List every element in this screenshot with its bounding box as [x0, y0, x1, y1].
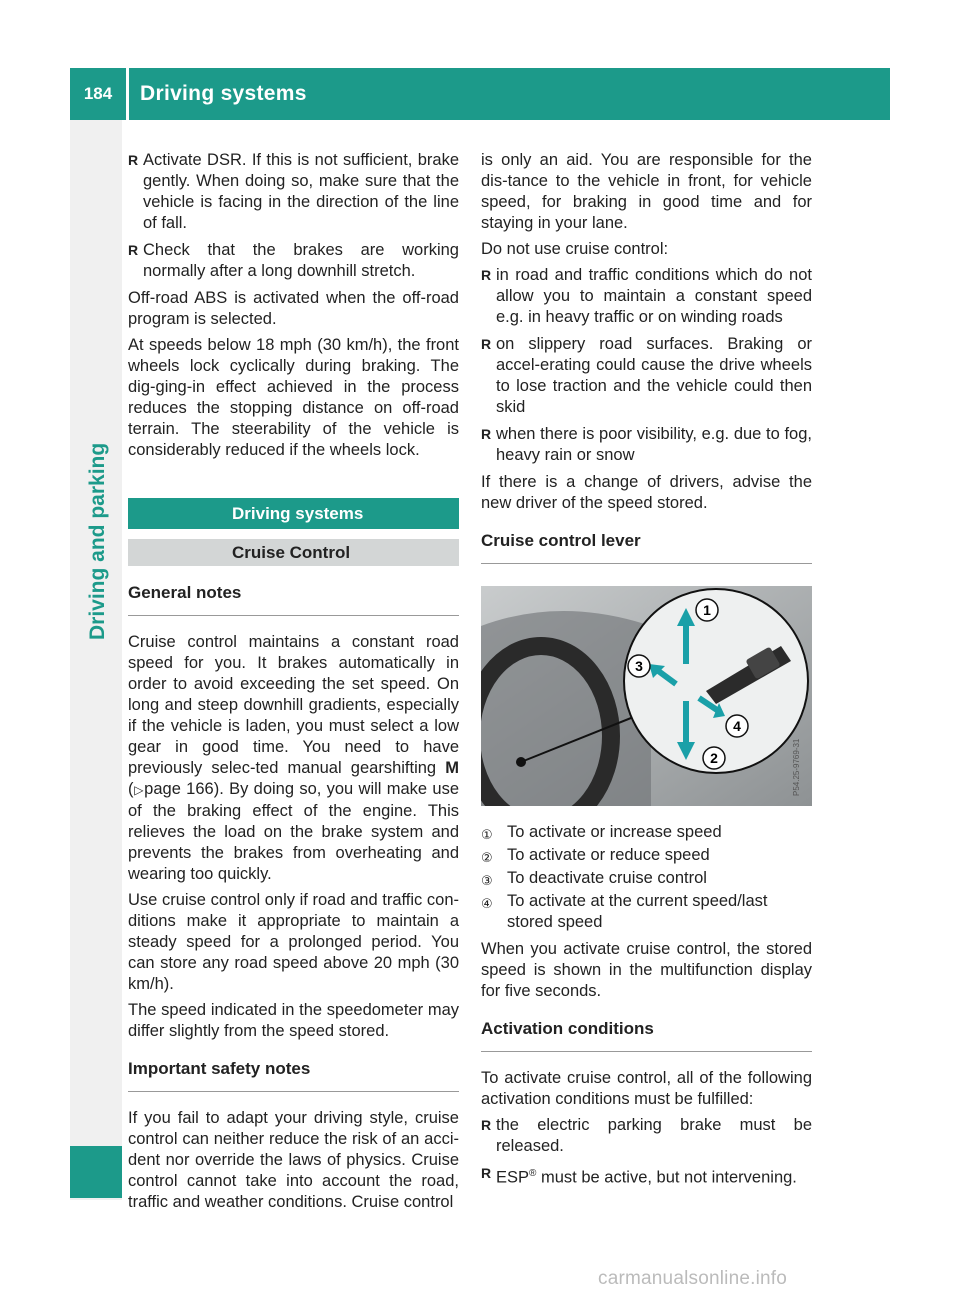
page-number: 184 [83, 84, 113, 103]
cruise-control-lever-figure [481, 586, 812, 806]
speedometer-paragraph: The speed indicated in the speedometer may differ slightly from the speed stored. [128, 1001, 459, 1040]
general-text: Cruise control maintains a constant road speed for you. It brakes automatically in order to avoid exceeding the set speed. On long and steep downhill gradients, especially if the vehicle is laden, you must select a low gear in good time. You need to have previously selec-ted manual gearshifting [128, 633, 459, 777]
page-ref-open: ( [128, 780, 134, 798]
list-item: R Activate DSR. If this is not sufficient, brake gently. When doing so, make sure that the vehicle is facing in the direction of the line of fall. [128, 150, 459, 234]
left-column [128, 150, 459, 1218]
dsr-bullet-list [128, 150, 459, 282]
list-item [481, 845, 812, 866]
esp-text: must be active, but not intervening. [536, 1168, 797, 1187]
callout-4-label: 4 [733, 718, 741, 734]
callout-1 [696, 599, 718, 621]
page-ref-arrow-icon: ▷ [133, 783, 145, 797]
list-item: R when there is poor visibility, e.g. due to fog, heavy rain or snow [481, 424, 812, 466]
gear-m-label: M [445, 759, 459, 777]
side-tab-marker [70, 1146, 122, 1198]
page-ref-link[interactable]: page 166). By doing so, you will make use of the braking effect of the engine. This relieves the load on the brake system and prevents the brakes from overheating and wearing too quickly. [128, 780, 460, 883]
side-tab-label: Driving and parking [86, 442, 109, 640]
callout-1-label: 1 [703, 602, 711, 618]
legend-number: ① [481, 827, 493, 842]
legend-text: To activate or reduce speed [507, 846, 710, 864]
header-divider [126, 68, 129, 120]
paragraph-wheel-lock: At speeds below 18 mph (30 km/h), the front wheels lock cyclically during braking. The dig-ging-in effect achieved in the process reduces the stopping distance on off-road terrain. The steerability of the vehicle is considerably reduced if the wheels lock. [128, 336, 459, 459]
right-column [481, 150, 812, 1195]
activation-list [481, 1115, 812, 1189]
side-tab-bar [70, 120, 122, 1200]
section-heading: Driving systems [128, 498, 459, 529]
safety-notes-heading: Important safety notes [128, 1058, 459, 1092]
watermark: carmanualsonline.info [598, 1268, 788, 1289]
activation-heading: Activation conditions [481, 1018, 812, 1052]
legend-text: To activate at the current speed/last stored speed [507, 892, 768, 931]
page-title: Driving systems [140, 82, 307, 105]
do-not-use-list [481, 265, 812, 466]
list-item [481, 868, 812, 889]
list-item: R on slippery road surfaces. Braking or accel-erating could cause the drive wheels to lose traction and the vehicle could then skid [481, 334, 812, 418]
figure-code: P54.25-9769-31 [792, 738, 801, 796]
list-item [481, 891, 812, 933]
general-notes-heading: General notes [128, 582, 459, 616]
responsibility-paragraph: is only an aid. You are responsible for the dis-tance to the vehicle in front, for vehicle speed, for braking in good time and for staying in your lane. [481, 151, 812, 232]
legend-text: To deactivate cruise control [507, 869, 707, 887]
lever-heading: Cruise control lever [481, 530, 812, 564]
legend-number: ② [481, 850, 493, 865]
lever-legend [481, 822, 812, 933]
list-item: R in road and traffic conditions which do not allow you to maintain a constant speed e.g. in heavy traffic or on winding roads [481, 265, 812, 328]
subsection-heading: Cruise Control [128, 539, 459, 566]
callout-2 [703, 747, 725, 769]
legend-text: To activate or increase speed [507, 823, 722, 841]
safety-paragraph: If you fail to adapt your driving style, cruise control can neither reduce the risk of an acci-dent nor override the laws of physics. Cruise control cannot take into account the road, traffic and weather conditions. Cruise control [128, 1109, 459, 1211]
do-not-use-intro: Do not use cruise control: [481, 240, 669, 258]
list-item [481, 1163, 812, 1189]
legend-number: ④ [481, 896, 493, 911]
general-notes-paragraph [128, 632, 459, 885]
list-item: R Check that the brakes are working normally after a long downhill stretch. [128, 240, 459, 282]
callout-2-label: 2 [710, 750, 718, 766]
callout-3-label: 3 [635, 658, 643, 674]
change-drivers-paragraph: If there is a change of drivers, advise the new driver of the speed stored. [481, 473, 812, 512]
usage-paragraph: Use cruise control only if road and traffic con-ditions make it appropriate to maintain a steady speed for a prolonged period. You can store any road speed above 20 mph (30 km/h). [128, 891, 459, 993]
activation-paragraph: To activate cruise control, all of the following activation conditions must be fulfilled: [481, 1069, 812, 1108]
side-tab [82, 400, 112, 640]
legend-number: ③ [481, 873, 493, 888]
callout-3 [628, 655, 650, 677]
list-item: R the electric parking brake must be released. [481, 1115, 812, 1157]
callout-4 [726, 715, 748, 737]
list-item [481, 822, 812, 843]
registered-mark: ® [529, 1168, 537, 1179]
activate-display-paragraph: When you activate cruise control, the stored speed is shown in the multifunction display for five seconds. [481, 940, 812, 1000]
paragraph-offroad-abs: Off-road ABS is activated when the off-road program is selected. [128, 289, 459, 328]
esp-label: ESP [496, 1168, 530, 1187]
